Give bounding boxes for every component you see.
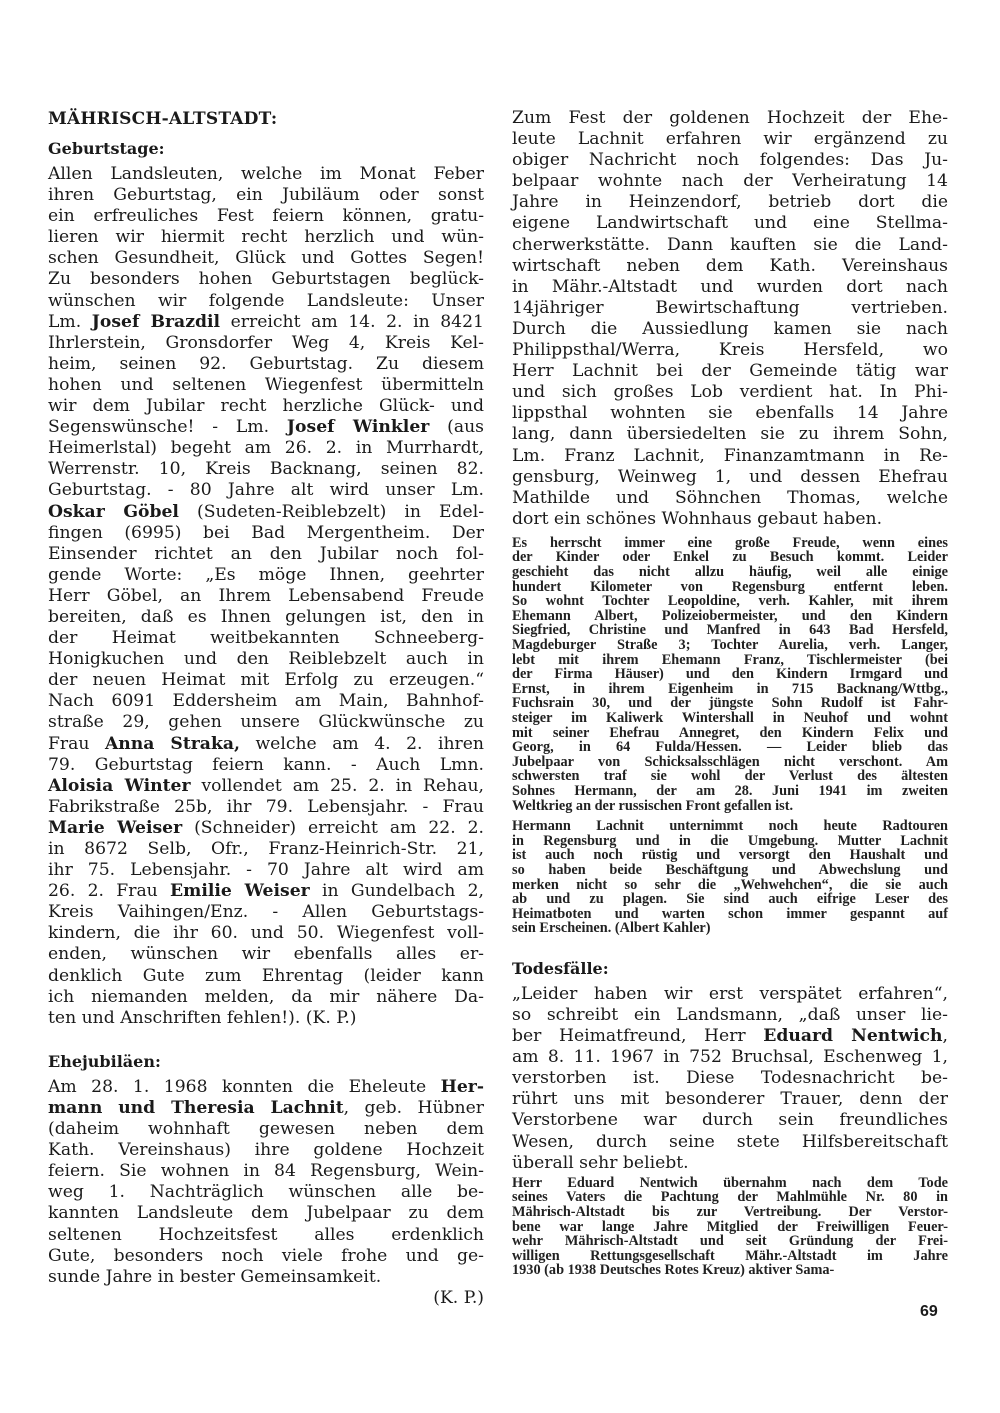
text-line: willigen Rettungsgesellschaft Mähr.-Altstadt im Jahre [512, 1247, 948, 1264]
text-line: Herr Eduard Nentwich übernahm nach dem Tode [512, 1174, 948, 1191]
text-line: seines Vaters die Pachtung der Mahlmühle Nr. 80 in [512, 1189, 948, 1206]
text-line: ten und Anschriften fehlen!). (K. P.) [48, 1007, 357, 1028]
text-line: Allen Landsleuten, welche im Monat Feber [48, 164, 484, 184]
person-name: Aloisia Winter [48, 775, 191, 796]
text-line: Ernst, in ihrem Eigenheim in 715 Backnang/Wttbg., [512, 680, 948, 697]
text-line: geschieht das nicht allzu häufig, weil alle einige [512, 564, 948, 581]
nentwich-note [512, 1176, 948, 1278]
text-line: feiern. Sie wohnen in 84 Regensburg, Wein- [48, 1161, 484, 1182]
text-line: lippsthal wohnten sie ebenfalls 14 Jahre [512, 403, 948, 424]
text-line: der Firma Häuser) und den Kindern Irmgard und [512, 666, 948, 683]
text-line: am 8. 11. 1967 in 752 Bruchsal, Eschenweg 1, [512, 1047, 948, 1068]
text-line: (daheim wohnhaft gewesen neben dem [48, 1119, 484, 1140]
text-line: wir dem Jubilar recht herzliche Glück- und [48, 396, 484, 417]
text-line: Gute, besonders noch viele frohe und ge- [48, 1245, 484, 1266]
text-line: eigene Landwirtschaft und eine Stellma- [512, 213, 948, 234]
text-line: Magdeburger Straße 3; Tochter Aurelia, verh. Langer, [512, 637, 948, 654]
text-line: hundert Kilometer von Regensburg entfernt leben. [512, 578, 948, 595]
text-line: Nach 6091 Eddersheim am Main, Bahnhof- [48, 691, 484, 712]
text-line: Zu besonders hohen Geburtstagen beglück- [48, 269, 484, 290]
text-line: Sohnes Hermann, der am 28. Juni 1941 im zweiten [512, 782, 948, 799]
text-line: lieren wir hiermit recht herzlich und wün- [48, 227, 484, 248]
text-line: ihren Geburtstag, ein Jubiläum oder sonst [48, 185, 484, 206]
text-line: Geburtstag. - 80 Jahre alt wird unser Lm. [48, 480, 484, 501]
text-line: Philippsthal/Werra, Kreis Hersfeld, wo [512, 340, 948, 361]
text-line: ein erfreuliches Fest feiern können, gratu- [48, 206, 484, 227]
text-line: Heimatboten und warten schon immer gespannt auf [512, 905, 948, 922]
text-line: Kreis Vaihingen/Enz. - Allen Geburtstags- [48, 902, 484, 923]
text-line: gende Worte: „Es möge Ihnen, geehrter [48, 564, 484, 585]
text-line: wünschen wir folgende Landsleute: Unser [48, 290, 484, 311]
text-line: 79. Geburtstag feiern kann. - Auch Lmn. [48, 754, 484, 775]
text-line: sunde Jahre in bester Gemeinsamkeit. [48, 1266, 382, 1287]
text-line: Honigkuchen und den Reiblebzelt auch in [48, 649, 484, 670]
text-line: rührt uns mit besonderer Trauer, denn der [512, 1089, 948, 1110]
text-line: Segenswünsche! - Lm. Josef Winkler (aus [48, 417, 484, 438]
left-column [48, 108, 484, 1309]
text-line: denklich Gute zum Ehrentag (leider kann [48, 965, 484, 986]
text-line: 26. 2. Frau Emilie Weiser in Gundelbach 2, [48, 881, 485, 902]
text-line: bene war lange Jahre Mitglied der Freiwilligen Feuer- [512, 1218, 948, 1235]
person-name: Josef Brazdil [91, 311, 221, 332]
text-line: Zum Fest der goldenen Hochzeit der Ehe- [512, 108, 948, 128]
text-line: so haben beide Beschäftgung und Abwechslung und [512, 861, 948, 878]
text-line: enden, wünschen wir ebenfalls alles er- [48, 944, 484, 965]
text-line: 14jähriger Bewirtschaftung vertrieben. [512, 297, 948, 318]
person-name: Eduard Nentwich [763, 1026, 943, 1047]
text-line: heim, seinen 92. Geburtstag. Zu diesem [48, 353, 484, 374]
text-line: so schreibt ein Landsmann, „daß unser lie- [512, 1005, 948, 1025]
text-line: Herr Lachnit bei der Gemeinde tätig war [512, 361, 948, 382]
birthdays-heading: Geburtstage: [48, 139, 165, 158]
text-line: merken nicht so sehr die „Wehwehchen“, die sie auch [512, 876, 948, 893]
text-line: gensburg, Weinweg 1, und dessen Ehefrau [512, 466, 948, 487]
text-line: ab und zu plagen. Sie sind auch eifrige Leser des [512, 891, 948, 908]
page-number: 69 [920, 1303, 938, 1320]
text-line: Weltkrieg an der russischen Front gefallen ist. [512, 797, 794, 814]
person-name: Marie Weiser [48, 817, 183, 838]
section-title: MÄHRISCH-ALTSTADT: [48, 109, 278, 129]
text-line: Fabrikstraße 25b, ihr 79. Lebensjahr. - Frau [48, 796, 484, 817]
text-line: Frau Anna Straka, welche am 4. 2. ihren [48, 733, 484, 754]
health-note [512, 819, 948, 936]
anniversaries-signature: (K. P.) [433, 1287, 484, 1308]
text-line: ist auch noch rüstig und versorgt den Haushalt und [512, 847, 948, 864]
right-column [512, 108, 948, 1278]
text-line: in Mähr.-Altstadt und wurden dort nach [512, 276, 948, 297]
text-line: Herr Göbel, an Ihrem Lebensabend Freude [48, 585, 484, 606]
anniversaries-heading: Ehejubiläen: [48, 1051, 161, 1071]
text-line: hohen und seltenen Wiegenfest übermitteln [48, 374, 484, 395]
text-line: fingen (6995) bei Bad Mergentheim. Der [48, 522, 484, 543]
text-line: seltenen Hochzeitsfest alles erdenklich [48, 1224, 484, 1245]
text-line: weg 1. Nachträglich wünschen alle be- [48, 1182, 484, 1203]
text-line: steiger im Kaliwerk Wintershall in Neuhof und wohnt [512, 710, 948, 726]
text-line: ber Heimatfreund, Herr Eduard Nentwich, [512, 1026, 948, 1047]
family-note [512, 536, 948, 813]
person-name: Emilie Weiser [170, 881, 310, 902]
person-name: Her- [440, 1076, 484, 1097]
anniversaries-text [48, 1077, 484, 1288]
text-line: Jubelpaar von Schicksalsschlägen nicht verschont. Am [512, 753, 948, 770]
text-line: Ehemann Albert, Polizeiobermeister, und den Kindern [512, 607, 948, 624]
text-line: Heimerlstal) begeht am 26. 2. in Murrhardt, [48, 438, 484, 459]
person-name: Josef Winkler [286, 417, 430, 438]
text-line: Am 28. 1. 1968 konnten die Eheleute Her- [48, 1076, 484, 1097]
text-line: sein Erscheinen. (Albert Kahler) [512, 920, 711, 937]
text-line: Georg, in 64 Fulda/Hessen. — Leider blieb das [512, 739, 948, 756]
text-line: verstorben ist. Diese Todesnachricht be- [512, 1068, 948, 1089]
text-line: So wohnt Tochter Leopoldine, verh. Kahler, mit ihrem [512, 593, 948, 610]
text-line: straße 29, gehen unsere Glückwünsche zu [48, 712, 484, 733]
text-line: „Leider haben wir erst verspätet erfahren“, [512, 983, 948, 1004]
text-line: mit seiner Ehefrau Annegret, den Kindern Felix und [512, 724, 948, 741]
text-line: Kath. Vereinshaus) ihre goldene Hochzeit [48, 1140, 484, 1161]
text-line: Durch die Aussiedlung kamen sie nach [512, 318, 948, 339]
text-line: belpaar wohnte nach der Verheiratung 14 [512, 171, 948, 192]
text-line: Mährisch-Altstadt bis zur Vertreibung. Der Verstor- [512, 1203, 948, 1220]
text-line: wirtschaft neben dem Kath. Vereinshaus [512, 255, 948, 276]
text-line: 1930 (ab 1938 Deutsches Rotes Kreuz) aktiver Sama- [512, 1262, 835, 1279]
text-line: ich niemanden melden, da mir nähere Da- [48, 986, 484, 1007]
text-line: Ihrlerstein, Gronsdorfer Weg 4, Kreis Kel- [48, 332, 484, 353]
text-line: Jahre in Heinzendorf, betrieb dort die [512, 192, 948, 213]
text-line: schwersten traf sie wohl der Verlust des ältesten [512, 768, 948, 785]
text-line: Fuchsrain 30, und der jüngste Sohn Rudolf ist Fahr- [512, 695, 948, 712]
text-line: überall sehr beliebt. [512, 1152, 689, 1173]
text-line: Hermann Lachnit unternimmt noch heute Radtouren [512, 818, 948, 835]
text-line: Wesen, durch seine stete Hilfsbereitschaft [512, 1131, 948, 1152]
text-line: Lm. Josef Brazdil erreicht am 14. 2. in 8421 [48, 311, 484, 332]
text-line: leute Lachnit erfahren wir ergänzend zu [512, 129, 948, 150]
text-line: mann und Theresia Lachnit, geb. Hübner [48, 1097, 484, 1118]
text-line: Mathilde und Söhnchen Thomas, welche [512, 487, 948, 508]
text-line: in 8672 Selb, Ofr., Franz-Heinrich-Str. 21, [48, 839, 484, 859]
text-line: dort ein schönes Wohnhaus gebaut haben. [512, 508, 883, 529]
text-line: der neuen Heimat mit Erfolg zu erzeugen.“ [48, 670, 484, 691]
person-name: Oskar Göbel [48, 501, 179, 522]
text-line: lebt mit ihrem Ehemann Franz, Tischlermeister (bei [512, 651, 948, 668]
text-line: Aloisia Winter vollendet am 25. 2. in Rehau, [48, 775, 484, 796]
text-line: Es herrscht immer eine große Freude, wenn eines [512, 534, 948, 551]
text-line: der Heimat weitbekannten Schneeberg- [48, 628, 484, 649]
text-line: in Regensburg und in die Umgebung. Mutter Lachnit [512, 832, 948, 849]
text-line: Werrenstr. 10, Kreis Backnang, seinen 82. [48, 459, 484, 480]
text-line: kindern, die ihr 60. und 50. Wiegenfest voll- [48, 923, 484, 944]
text-line: bereiten, daß es Ihnen gelungen ist, den in [48, 606, 484, 627]
text-line: und sich großes Lob verdient hat. In Phi- [512, 382, 948, 403]
golden-wedding-text [512, 108, 948, 530]
text-line: wehr Mährisch-Altstadt und seit Gründung der Frei- [512, 1233, 948, 1250]
text-line: ihr 75. Lebensjahr. - 70 Jahre alt wird am [48, 860, 484, 881]
person-name: Anna Straka, [104, 733, 240, 754]
text-line: der Kinder oder Enkel zu Besuch kommt. Leider [512, 549, 948, 566]
text-line: lang, dann übersiedelten sie zu ihrem Sohn, [512, 424, 948, 445]
person-name: mann und Theresia Lachnit [48, 1097, 344, 1118]
text-line: Siegfried, Christine und Manfred in 643 Bad Hersfeld, [512, 622, 948, 639]
deaths-text [512, 984, 948, 1174]
text-line: obiger Nachricht noch folgendes: Das Ju- [512, 150, 948, 171]
text-line: Oskar Göbel (Sudeten-Reiblebzelt) in Edel- [48, 501, 485, 522]
text-line: Marie Weiser (Schneider) erreicht am 22. 2. [48, 817, 484, 838]
text-line: kannten Landsleute dem Jubelpaar zu dem [48, 1203, 484, 1224]
text-line: Verstorbene war durch sein freundliches [512, 1110, 948, 1131]
deaths-heading: Todesfälle: [512, 958, 609, 978]
text-line: cherwerkstätte. Dann kauften sie die Land- [512, 234, 948, 255]
birthdays-text [48, 164, 484, 1029]
text-line: Einsender richtet an den Jubilar noch fol- [48, 543, 484, 564]
text-line: schen Gesundheit, Glück und Gottes Segen! [48, 248, 484, 269]
text-line: Lm. Franz Lachnit, Finanzamtmann in Re- [512, 445, 948, 466]
